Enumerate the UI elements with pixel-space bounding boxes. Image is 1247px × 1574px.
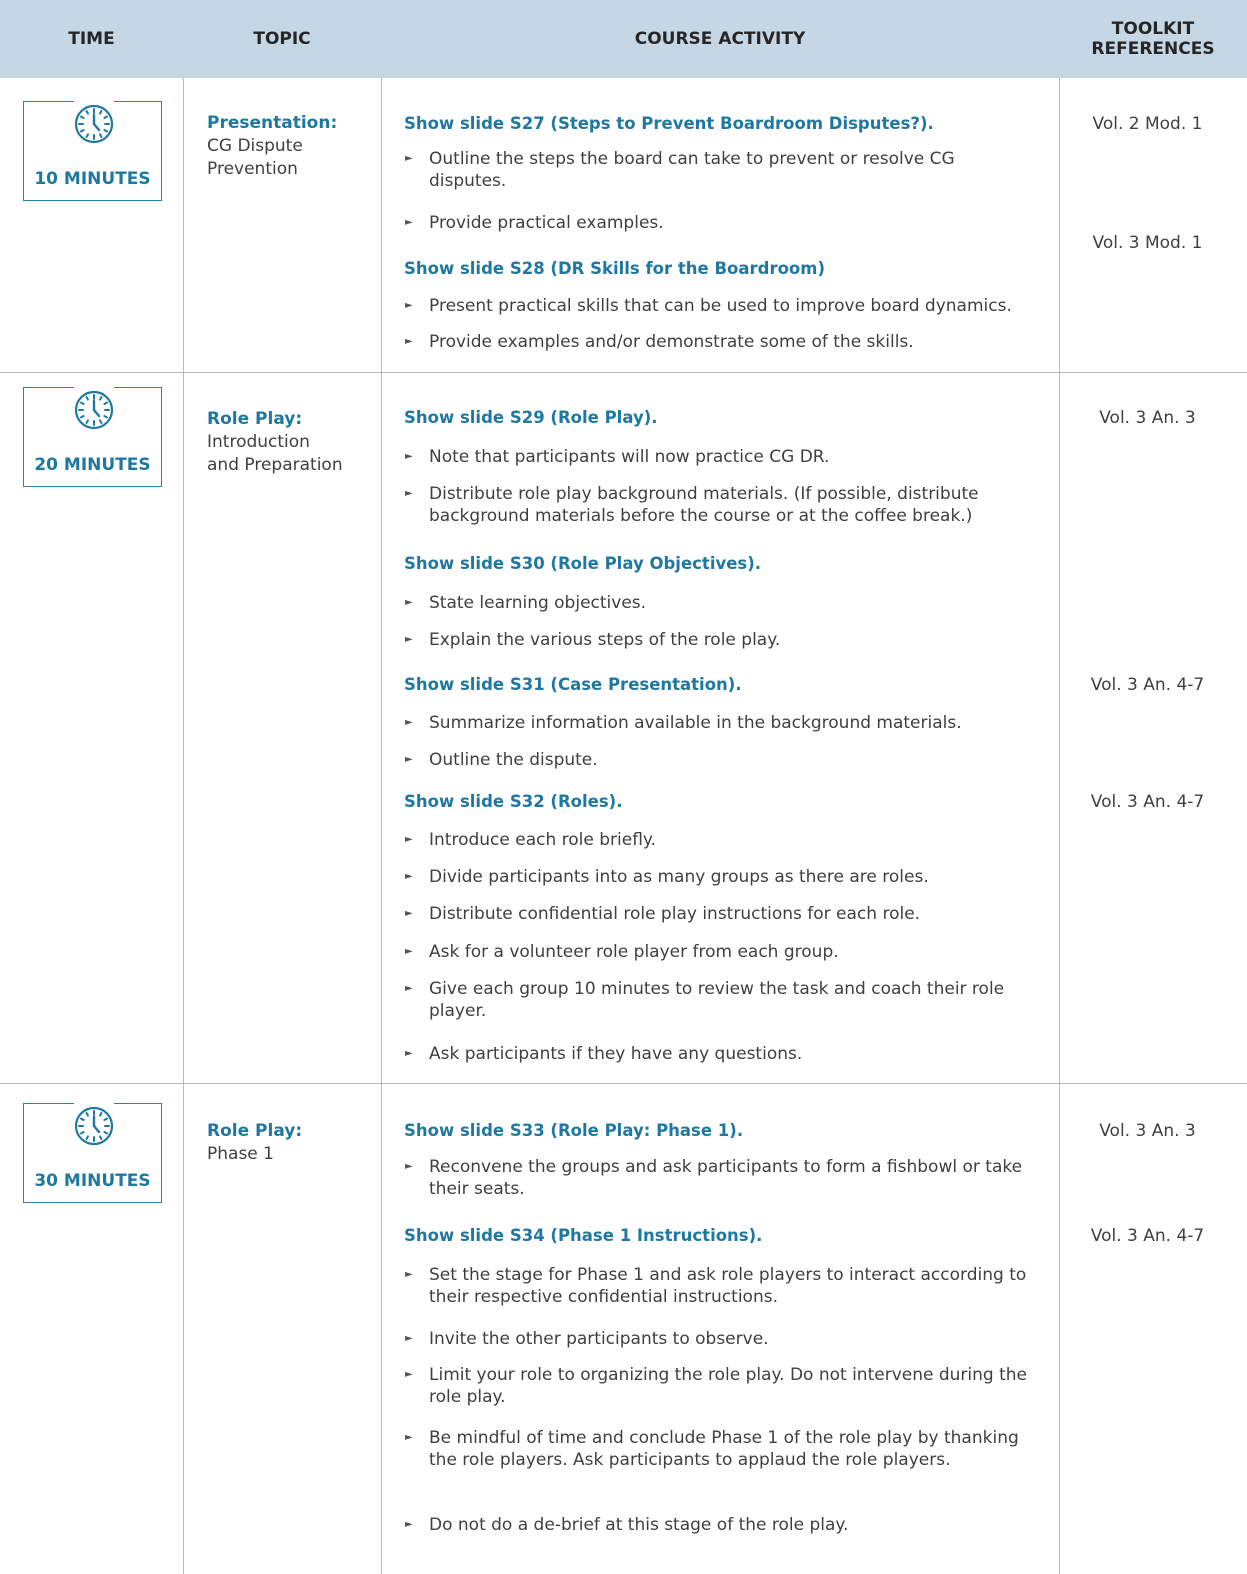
triangle-bullet-icon: ► bbox=[405, 871, 413, 882]
topic-line: Introduction bbox=[207, 432, 310, 452]
clock-icon bbox=[74, 384, 114, 434]
triangle-bullet-icon: ► bbox=[405, 754, 413, 765]
header-toolkit-line1: TOOLKIT bbox=[1111, 19, 1195, 39]
toolkit-reference: Vol. 3 An. 3 bbox=[1099, 1121, 1196, 1141]
clock-icon bbox=[74, 98, 114, 148]
duration-label: 30 MINUTES bbox=[34, 1171, 151, 1191]
time-badge bbox=[23, 101, 162, 201]
triangle-bullet-icon: ► bbox=[405, 1432, 413, 1443]
header-toolkit-line2: REFERENCES bbox=[1091, 39, 1215, 59]
list-item: ► Provide practical examples. bbox=[405, 213, 664, 233]
triangle-bullet-icon: ► bbox=[405, 451, 413, 462]
triangle-bullet-icon: ► bbox=[405, 1519, 413, 1530]
slide-heading: Show slide S30 (Role Play Objectives). bbox=[404, 554, 762, 573]
topic-cell bbox=[207, 112, 372, 181]
toolkit-reference: Vol. 3 An. 4-7 bbox=[1090, 792, 1205, 812]
triangle-bullet-icon: ► bbox=[405, 1269, 413, 1280]
topic-line: Prevention bbox=[207, 159, 298, 179]
slide-heading: Show slide S27 (Steps to Prevent Boardroom Disputes?). bbox=[404, 114, 934, 133]
list-item: ► Introduce each role briefly. bbox=[405, 830, 656, 850]
column-divider bbox=[381, 78, 382, 1574]
list-item: ► Distribute role play background materials. (If possible, distribute background materials before the course or at the coffee break.) bbox=[405, 484, 979, 526]
clock-icon bbox=[74, 1100, 114, 1150]
duration-label: 10 MINUTES bbox=[34, 169, 151, 189]
topic-title: Role Play: bbox=[207, 409, 303, 429]
triangle-bullet-icon: ► bbox=[405, 488, 413, 499]
list-item: ► Provide examples and/or demonstrate some of the skills. bbox=[405, 332, 914, 352]
triangle-bullet-icon: ► bbox=[405, 597, 413, 608]
list-item: ► Explain the various steps of the role play. bbox=[405, 630, 781, 650]
list-item: ► Divide participants into as many groups as there are roles. bbox=[405, 867, 929, 887]
list-item: ► Reconvene the groups and ask participants to form a fishbowl or take their seats. bbox=[405, 1157, 1023, 1199]
triangle-bullet-icon: ► bbox=[405, 946, 413, 957]
list-item: ► State learning objectives. bbox=[405, 593, 647, 613]
list-item: ► Ask participants if they have any questions. bbox=[405, 1044, 803, 1064]
list-item: ► Be mindful of time and conclude Phase 1 of the role play by thanking the role players. Ask participants to applaud the role players. bbox=[405, 1428, 1019, 1470]
slide-heading: Show slide S28 (DR Skills for the Boardroom) bbox=[404, 259, 825, 278]
triangle-bullet-icon: ► bbox=[405, 1333, 413, 1344]
header-course-activity: COURSE ACTIVITY bbox=[634, 29, 806, 49]
triangle-bullet-icon: ► bbox=[405, 153, 413, 164]
topic-title: Presentation: bbox=[207, 113, 338, 133]
toolkit-reference: Vol. 3 An. 4-7 bbox=[1090, 675, 1205, 695]
row-divider bbox=[0, 1083, 1247, 1084]
header-topic: TOPIC bbox=[253, 29, 311, 49]
slide-heading: Show slide S31 (Case Presentation). bbox=[404, 675, 742, 694]
toolkit-reference: Vol. 3 An. 4-7 bbox=[1090, 1226, 1205, 1246]
list-item: ► Distribute confidential role play instructions for each role. bbox=[405, 904, 921, 924]
toolkit-reference: Vol. 3 An. 3 bbox=[1099, 408, 1196, 428]
column-divider bbox=[1059, 78, 1060, 1574]
slide-heading: Show slide S29 (Role Play). bbox=[404, 408, 658, 427]
list-item: ► Note that participants will now practice CG DR. bbox=[405, 447, 830, 467]
list-item: ► Present practical skills that can be used to improve board dynamics. bbox=[405, 296, 1012, 316]
topic-line: CG Dispute bbox=[207, 136, 303, 156]
list-item: ► Outline the dispute. bbox=[405, 750, 598, 770]
slide-heading: Show slide S33 (Role Play: Phase 1). bbox=[404, 1121, 744, 1140]
topic-cell bbox=[207, 1120, 372, 1166]
toolkit-reference: Vol. 2 Mod. 1 bbox=[1092, 114, 1203, 134]
triangle-bullet-icon: ► bbox=[405, 1369, 413, 1380]
list-item: ► Limit your role to organizing the role play. Do not intervene during the role play. bbox=[405, 1365, 1027, 1407]
slide-heading: Show slide S34 (Phase 1 Instructions). bbox=[404, 1226, 763, 1245]
list-item: ► Set the stage for Phase 1 and ask role players to interact according to their respective confidential instructions. bbox=[405, 1265, 1027, 1307]
topic-line: Phase 1 bbox=[207, 1144, 274, 1164]
triangle-bullet-icon: ► bbox=[405, 908, 413, 919]
list-item: ► Invite the other participants to observe. bbox=[405, 1329, 769, 1349]
list-item: ► Summarize information available in the background materials. bbox=[405, 713, 962, 733]
time-badge bbox=[23, 387, 162, 487]
header-toolkit-references bbox=[1059, 0, 1247, 78]
row-divider bbox=[0, 372, 1247, 373]
triangle-bullet-icon: ► bbox=[405, 634, 413, 645]
list-item: ► Outline the steps the board can take to prevent or resolve CG disputes. bbox=[405, 149, 955, 191]
list-item: ► Do not do a de-brief at this stage of the role play. bbox=[405, 1515, 849, 1535]
duration-label: 20 MINUTES bbox=[34, 455, 151, 475]
triangle-bullet-icon: ► bbox=[405, 983, 413, 994]
triangle-bullet-icon: ► bbox=[405, 300, 413, 311]
list-item: ► Give each group 10 minutes to review the task and coach their role player. bbox=[405, 979, 1005, 1021]
triangle-bullet-icon: ► bbox=[405, 1048, 413, 1059]
topic-line: and Preparation bbox=[207, 455, 343, 475]
triangle-bullet-icon: ► bbox=[405, 336, 413, 347]
triangle-bullet-icon: ► bbox=[405, 1161, 413, 1172]
slide-heading: Show slide S32 (Roles). bbox=[404, 792, 623, 811]
triangle-bullet-icon: ► bbox=[405, 217, 413, 228]
triangle-bullet-icon: ► bbox=[405, 717, 413, 728]
toolkit-reference: Vol. 3 Mod. 1 bbox=[1092, 233, 1203, 253]
header-time: TIME bbox=[68, 29, 115, 49]
list-item: ► Ask for a volunteer role player from each group. bbox=[405, 942, 839, 962]
topic-title: Role Play: bbox=[207, 1121, 303, 1141]
column-divider bbox=[183, 78, 184, 1574]
time-badge bbox=[23, 1103, 162, 1203]
triangle-bullet-icon: ► bbox=[405, 834, 413, 845]
topic-cell bbox=[207, 408, 372, 477]
